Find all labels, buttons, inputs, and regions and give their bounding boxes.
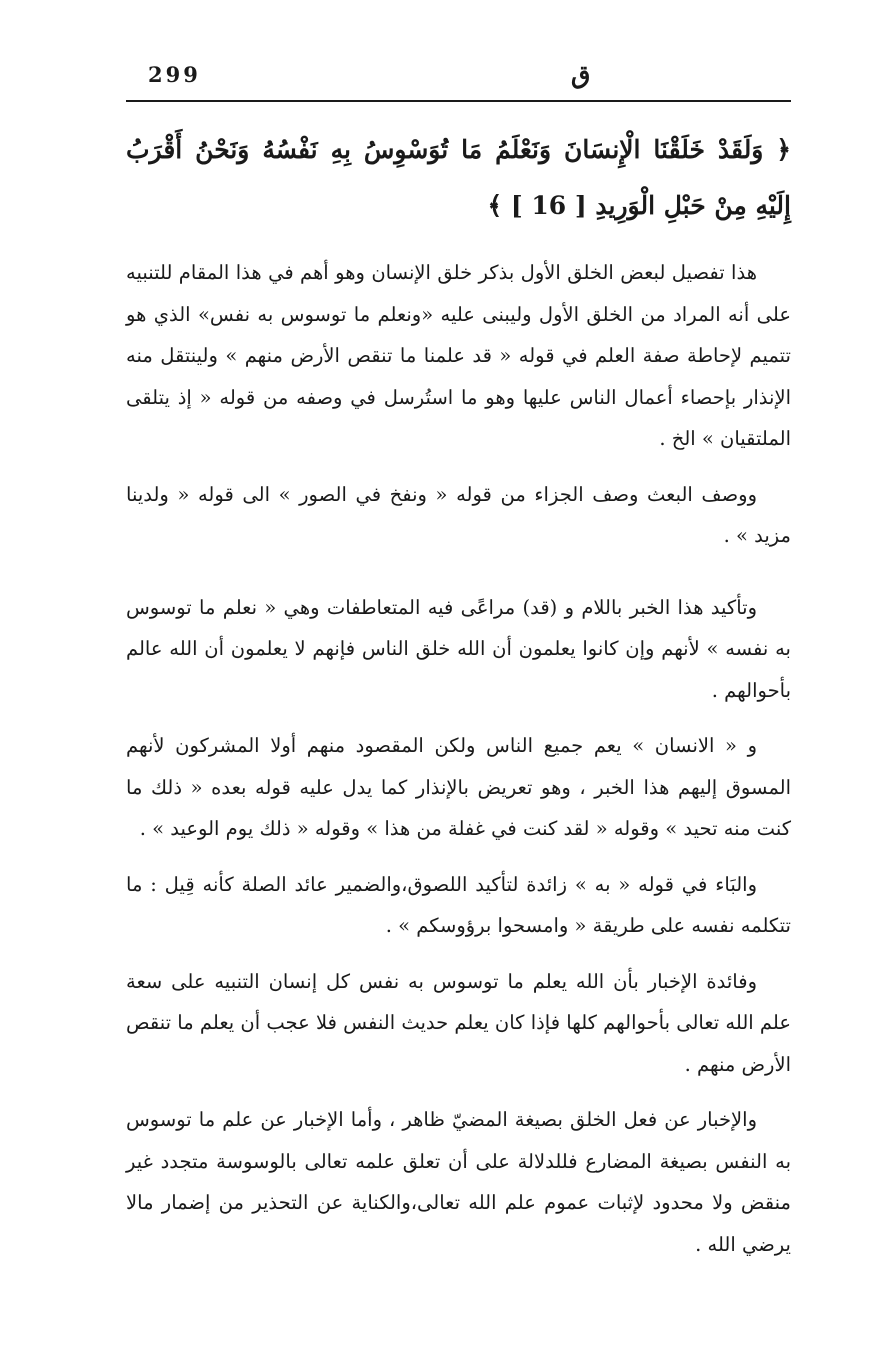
page-header: [126, 56, 791, 102]
paragraph: و « الانسان » يعم جميع الناس ولكن المقصود منهم أولا المشركون لأنهم المسوق إليهم هذا الخبر ، وهو تعريض بالإنذار كما يدل عليه قوله بعده « ذلك ما كنت منه تحيد » وقوله « لقد كنت في غفلة من هذا » وقوله « ذلك يوم الوعيد » .: [126, 734, 791, 840]
quran-verse: ﴿ وَلَقَدْ خَلَقْنَا الْإِنسَانَ وَنَعْلَمُ مَا تُوَسْوِسُ بِهِ نَفْسُهُ وَنَحْنُ أَقْرَبُ إِلَيْهِ مِنْ حَبْلِ الْوَرِيدِ [ 16 ] ﴾: [126, 135, 791, 220]
commentary-body: [126, 252, 791, 1279]
surah-name: ق: [571, 60, 591, 89]
paragraph: وتأكيد هذا الخبر باللام و (قد) مراعًى فيه المتعاطفات وهي « نعلم ما توسوس به نفسه » لأنهم وإن كانوا يعلمون أن الله خلق الناس فإنهم لا يعلمون أن الله عالم بأحوالهم .: [126, 595, 791, 702]
page-number: 299: [148, 62, 201, 87]
paragraph: ووصف البعث وصف الجزاء من قوله « ونفخ في الصور » الى قوله « ولدينا مزيد » .: [126, 482, 791, 547]
paragraph: هذا تفصيل لبعض الخلق الأول بذكر خلق الإنسان وهو أهم في هذا المقام للتنبيه على أنه المراد من الخلق الأول وليبنى عليه «ونعلم ما توسوس به نفس» الذي هو تتميم لإحاطة صفة العلم في قوله « قد علمنا ما تنقص الأرض منهم » ولينتقل منه الإنذار بإحصاء أعمال الناس عليها وهو ما استُرسل في وصفه من قوله « إذ يتلقى الملتقيان » الخ .: [126, 261, 791, 450]
paragraph: والإخبار عن فعل الخلق بصيغة المضيّ ظاهر ، وأما الإخبار عن علم ما توسوس به النفس بصيغة المضارع فللدلالة على أن تعلق علمه تعالى بالوسوسة متجدد غير منقض ولا محدود لإثبات عموم علم الله تعالى،والكناية عن التحذير من إضمار مالا يرضي الله .: [126, 1108, 791, 1256]
paragraph: وفائدة الإخبار بأن الله يعلم ما توسوس به نفس كل إنسان التنبيه على سعة علم الله تعالى بأحوالهم كلها فإذا كان يعلم حديث النفس فلا عجب أن يعلم ما تنقص الأرض منهم .: [126, 969, 791, 1076]
paragraph: والبَاء في قوله « به » زائدة لتأكيد اللصوق،والضمير عائد الصلة كأنه قِيل : ما تتكلمه نفسه على طريقة « وامسحوا برؤوسكم » .: [126, 872, 791, 937]
